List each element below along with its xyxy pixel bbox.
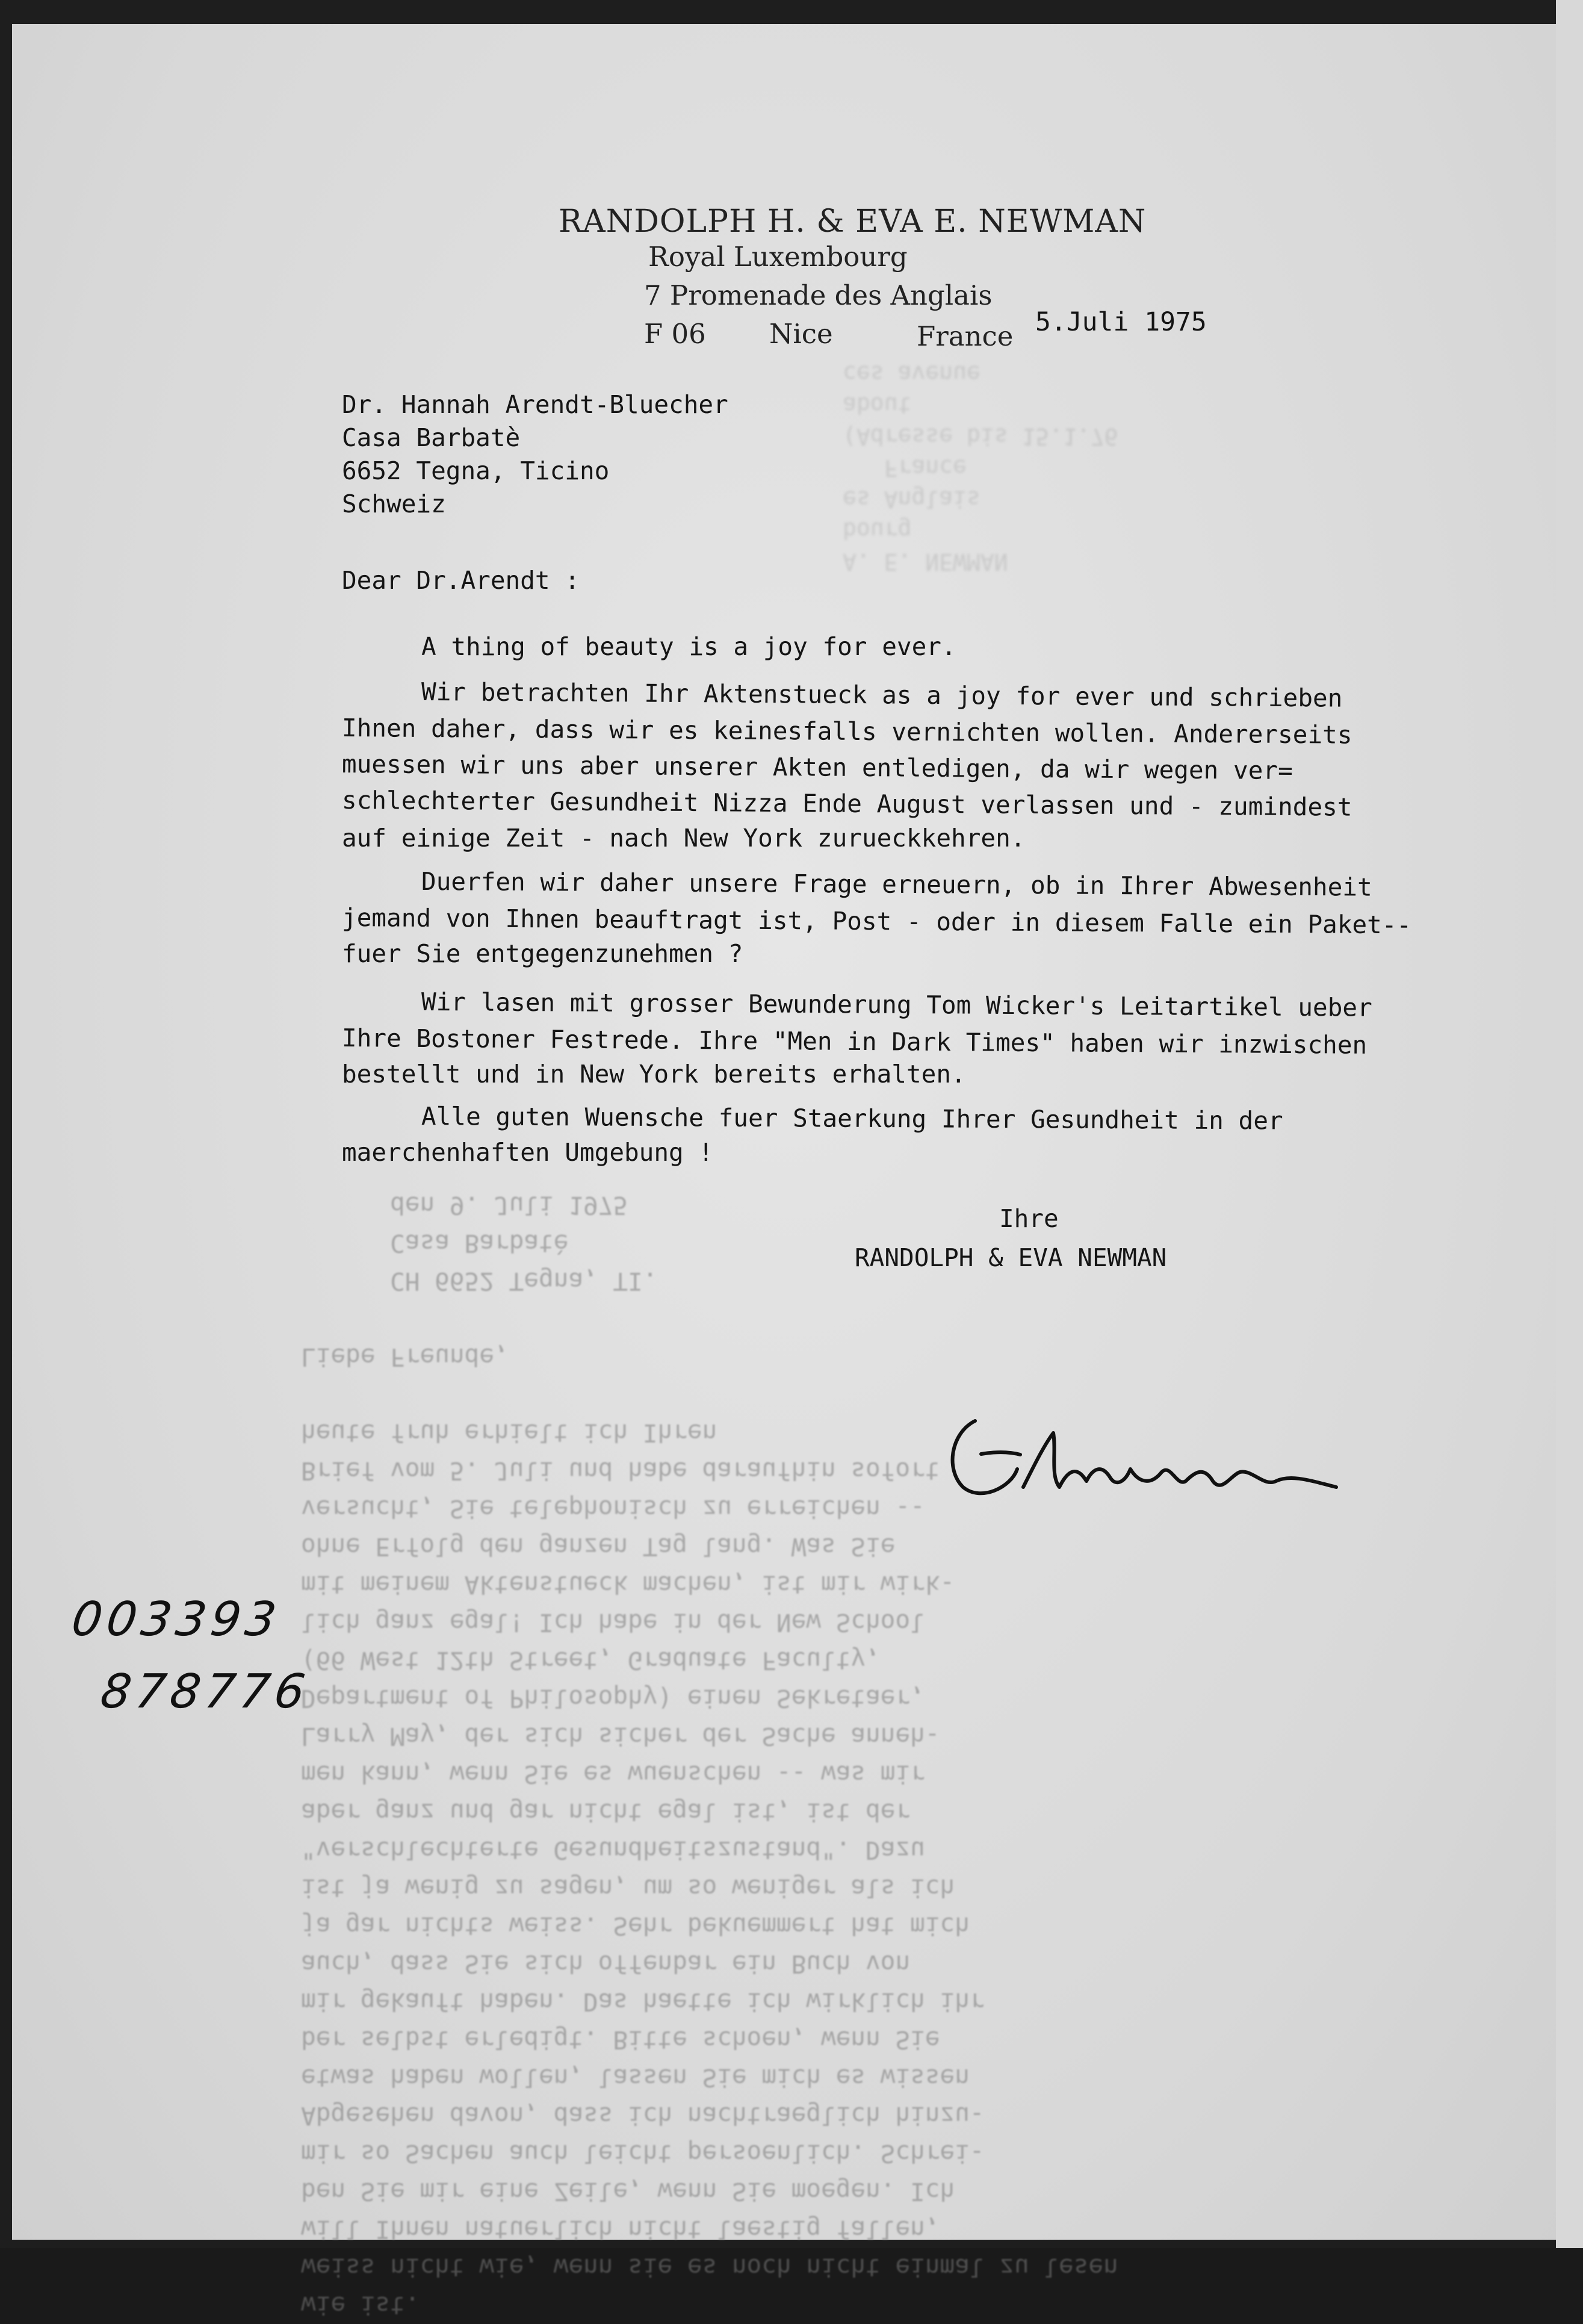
body-line: Wir lasen mit grosser Bewunderung Tom Wicker's Leitartikel ueber: [421, 987, 1372, 1022]
letterhead-country: France: [917, 320, 1014, 352]
archive-number-handwritten: 878776: [97, 1665, 314, 1719]
body-line: auf einige Zeit - nach New York zurueckkehren.: [342, 824, 1026, 853]
body-line: Duerfen wir daher unsere Frage erneuern, ob in Ihrer Abwesenheit: [421, 867, 1372, 902]
body-line: muessen wir uns aber unserer Akten entledigen, da wir wegen ver=: [341, 750, 1293, 786]
letterhead-building: Royal Luxembourg: [648, 241, 908, 273]
body-line: bestellt und in New York bereits erhalten.: [342, 1060, 966, 1089]
handwritten-signature: [939, 1397, 1348, 1511]
letterhead-name: RANDOLPH H. & EVA E. NEWMAN: [559, 204, 1147, 240]
body-line: Ihnen daher, dass wir es keinesfalls vernichten wollen. Andererseits: [341, 713, 1352, 750]
body-line: jemand von Ihnen beauftragt ist, Post - oder in diesem Falle ein Paket--: [341, 903, 1412, 940]
bleed-through-reply-letter: wie ist. weiss nicht wie, wenn sie es noch nicht einmal zu lesen will Ihnen natuerlich nicht laestig fallen, ben Sie mir eine Zeile, wenn Sie moegen. Ich mir so Sachen auch leicht persoenlich. Schrei- Abgesehen davon, dass ich nachtraeglich hinzu- etwas haben wollen, lassen Sie mich es wissen ber selbst erledigt. Bitte schoen, wenn Sie mir gekauft haben. Das haette ich wirklich ihr auch, dass Sie sich offenbar ein Buch von ja gar nichts weiss. Sehr bekuemmert hat mich ist ja wenig zu sagen, um so weniger als ich "verschlechterte Gesundheitszustand". Dazu aber ganz und gar nicht egal ist, ist der men kann, wenn Sie es wuenschen -- was mir Larry May, der sich sicher der Sache anneh- Department of Philosophy) einen Sekretaer, (66 West 12th Street, Graduate Faculty, lich ganz egal! Ich habe in der New School mit meinem Aktenstueck machen, ist mir wirk- ohne Erfolg den ganzen Tag lang. Was Sie versucht, Sie telephonisch zu erreichen -- Brief vom 5. Juli und habe daraufhin sofort heute fruh erhielt ich Ihren Liebe Freunde, CH 6652 Tegna, TI. Casa Barbatè den 9. Juli 1975: [301, 1191, 1118, 2320]
letterhead-city: Nice: [769, 318, 833, 350]
body-line: fuer Sie entgegenzunehmen ?: [342, 939, 743, 968]
bleed-through-letterhead: A. E. NEWMAN bourg es Anglais France (Adresse bis 15.1.76 about ces avenue: [843, 361, 1118, 575]
closing-names: RANDOLPH & EVA NEWMAN: [855, 1243, 1167, 1272]
closing-word: Ihre: [999, 1204, 1059, 1233]
archive-number-handwritten: 003393: [68, 1592, 285, 1647]
body-line: Alle guten Wuensche fuer Staerkung Ihrer Gesundheit in der: [421, 1102, 1283, 1136]
letter-date: 5.Juli 1975: [1035, 307, 1207, 337]
body-line: Ihre Bostoner Festrede. Ihre "Men in Dark Times" haben wir inzwischen: [341, 1024, 1368, 1060]
recipient-country: Schweiz: [342, 489, 446, 518]
letterhead-postcode: F 06: [644, 318, 706, 350]
body-line: maerchenhaften Umgebung !: [342, 1138, 714, 1167]
letterhead-street: 7 Promenade des Anglais: [644, 279, 993, 311]
recipient-name: Dr. Hannah Arendt-Bluecher: [342, 390, 728, 419]
body-line: A thing of beauty is a joy for ever.: [421, 632, 956, 661]
page-edge: [1556, 0, 1583, 2248]
recipient-town: 6652 Tegna, Ticino: [342, 456, 610, 485]
body-line: Wir betrachten Ihr Aktenstueck as a joy for ever und schrieben: [421, 677, 1343, 713]
salutation: Dear Dr.Arendt :: [342, 566, 580, 595]
recipient-house: Casa Barbatè: [342, 423, 521, 452]
paper-sheet: [12, 24, 1562, 2320]
body-line: schlechterter Gesundheit Nizza Ende August verlassen und - zumindest: [341, 786, 1352, 822]
